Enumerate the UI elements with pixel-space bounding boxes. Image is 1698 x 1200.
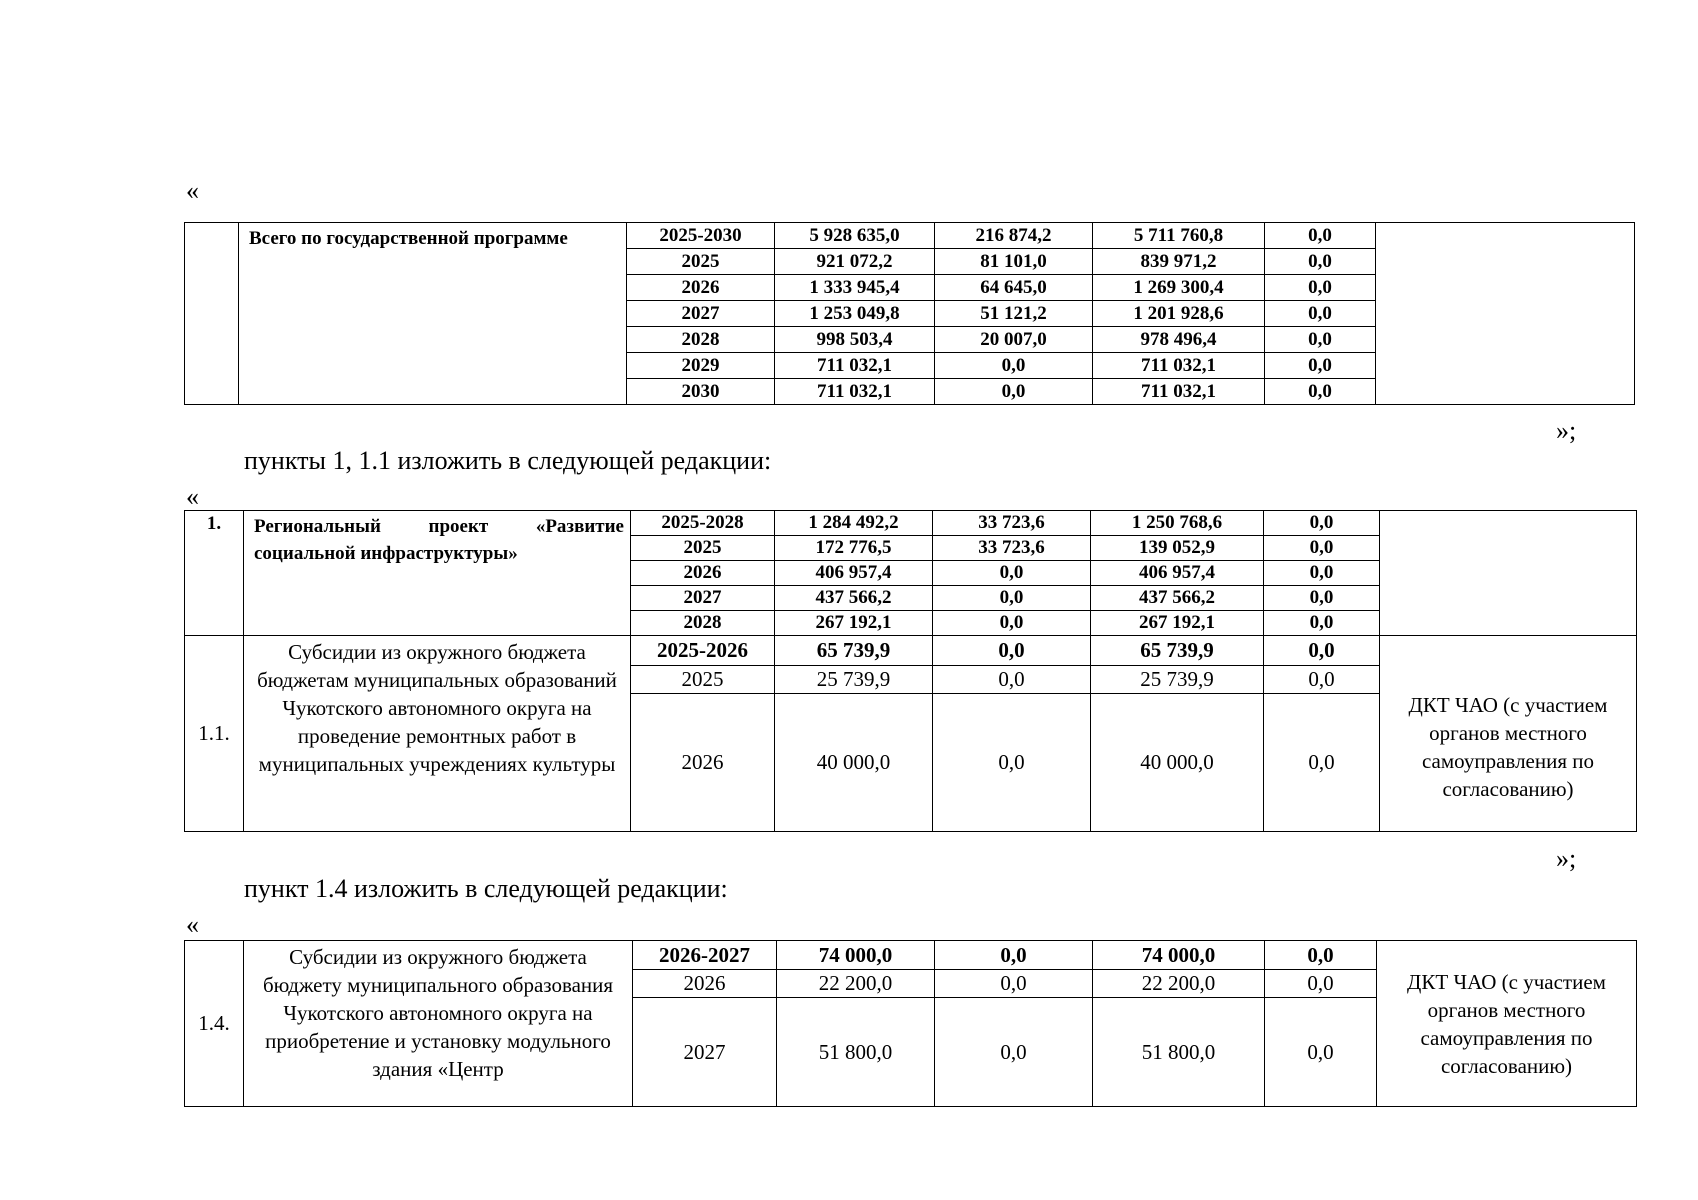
period-cell: 2029 xyxy=(627,353,775,379)
value-cell: 0,0 xyxy=(935,998,1093,1107)
value-cell: 998 503,4 xyxy=(775,327,935,353)
executor-cell: ДКТ ЧАО (с участием органов местного самоуправления по согласованию) xyxy=(1377,941,1637,1107)
value-cell: 0,0 xyxy=(1264,636,1380,666)
value-cell: 40 000,0 xyxy=(775,694,933,832)
open-quote: « xyxy=(186,482,199,511)
value-cell: 711 032,1 xyxy=(775,353,935,379)
period-cell: 2027 xyxy=(627,301,775,327)
value-cell: 33 723,6 xyxy=(933,536,1091,561)
value-cell: 33 723,6 xyxy=(933,511,1091,536)
value-cell: 51 800,0 xyxy=(777,998,935,1107)
period-cell: 2025 xyxy=(627,249,775,275)
value-cell: 711 032,1 xyxy=(1093,353,1265,379)
item-number-cell: 1.1. xyxy=(185,636,244,832)
value-cell: 0,0 xyxy=(1265,941,1377,970)
period-cell: 2026-2027 xyxy=(633,941,777,970)
value-cell: 0,0 xyxy=(935,970,1093,998)
value-cell: 0,0 xyxy=(1265,327,1376,353)
value-cell: 1 269 300,4 xyxy=(1093,275,1265,301)
value-cell: 839 971,2 xyxy=(1093,249,1265,275)
open-quote: « xyxy=(186,176,199,205)
table-row xyxy=(185,223,1635,249)
executor-cell xyxy=(1376,223,1635,405)
value-cell: 20 007,0 xyxy=(935,327,1093,353)
value-cell: 74 000,0 xyxy=(777,941,935,970)
table-row xyxy=(185,941,1637,970)
executor-cell xyxy=(1380,511,1637,636)
value-cell: 139 052,9 xyxy=(1091,536,1264,561)
value-cell: 65 739,9 xyxy=(775,636,933,666)
value-cell: 172 776,5 xyxy=(775,536,933,561)
value-cell: 1 201 928,6 xyxy=(1093,301,1265,327)
period-cell: 2028 xyxy=(627,327,775,353)
value-cell: 216 874,2 xyxy=(935,223,1093,249)
subsidy-name-cell: Субсидии из окружного бюджета бюджетам муниципальных образований Чукотского автономного округа на проведение ремонтных работ в муниципальных учреждениях культуры xyxy=(244,636,631,832)
value-cell: 406 957,4 xyxy=(775,561,933,586)
value-cell: 65 739,9 xyxy=(1091,636,1264,666)
value-cell: 0,0 xyxy=(933,561,1091,586)
project-name-cell: Региональный проект «Развитие социальной инфраструктуры» xyxy=(244,511,631,636)
period-cell: 2026 xyxy=(627,275,775,301)
executor-cell: ДКТ ЧАО (с участием органов местного самоуправления по согласованию) xyxy=(1380,636,1637,832)
value-cell: 0,0 xyxy=(1265,275,1376,301)
table-row xyxy=(185,511,1637,536)
value-cell: 40 000,0 xyxy=(1091,694,1264,832)
value-cell: 74 000,0 xyxy=(1093,941,1265,970)
value-cell: 81 101,0 xyxy=(935,249,1093,275)
value-cell: 5 711 760,8 xyxy=(1093,223,1265,249)
value-cell: 0,0 xyxy=(935,941,1093,970)
value-cell: 64 645,0 xyxy=(935,275,1093,301)
period-cell: 2025-2026 xyxy=(631,636,775,666)
value-cell: 0,0 xyxy=(1265,301,1376,327)
period-cell: 2025-2028 xyxy=(631,511,775,536)
value-cell: 406 957,4 xyxy=(1091,561,1264,586)
value-cell: 25 739,9 xyxy=(775,666,933,694)
value-cell: 0,0 xyxy=(1264,536,1380,561)
value-cell: 437 566,2 xyxy=(775,586,933,611)
value-cell: 0,0 xyxy=(1264,511,1380,536)
value-cell: 437 566,2 xyxy=(1091,586,1264,611)
period-cell: 2028 xyxy=(631,611,775,636)
value-cell: 921 072,2 xyxy=(775,249,935,275)
edit-instruction-paragraph: пункты 1, 1.1 изложить в следующей редакции: xyxy=(244,446,772,475)
item-number-cell: 1. xyxy=(185,511,244,636)
regional-project-table xyxy=(184,510,1637,832)
value-cell: 25 739,9 xyxy=(1091,666,1264,694)
value-cell: 0,0 xyxy=(1264,611,1380,636)
subsidy-table xyxy=(184,940,1637,1107)
program-total-table xyxy=(184,222,1635,405)
value-cell: 0,0 xyxy=(933,586,1091,611)
value-cell: 1 253 049,8 xyxy=(775,301,935,327)
value-cell: 711 032,1 xyxy=(775,379,935,405)
table-row xyxy=(185,636,1637,666)
close-quote: »; xyxy=(1556,844,1577,873)
value-cell: 0,0 xyxy=(1265,970,1377,998)
value-cell: 0,0 xyxy=(1264,561,1380,586)
value-cell: 0,0 xyxy=(1265,223,1376,249)
value-cell: 0,0 xyxy=(1265,353,1376,379)
row-number-cell xyxy=(185,223,239,405)
value-cell: 1 250 768,6 xyxy=(1091,511,1264,536)
value-cell: 0,0 xyxy=(933,636,1091,666)
period-cell: 2025 xyxy=(631,666,775,694)
value-cell: 0,0 xyxy=(935,353,1093,379)
period-cell: 2030 xyxy=(627,379,775,405)
program-name-cell: Всего по государственной программе xyxy=(239,223,627,405)
close-quote: »; xyxy=(1556,416,1577,445)
value-cell: 0,0 xyxy=(1265,998,1377,1107)
value-cell: 978 496,4 xyxy=(1093,327,1265,353)
subsidy-name-cell: Субсидии из окружного бюджета бюджету муниципального образования Чукотского автономного округа на приобретение и установку модульного здания «Центр xyxy=(244,941,633,1107)
period-cell: 2026 xyxy=(631,694,775,832)
edit-instruction-paragraph: пункт 1.4 изложить в следующей редакции: xyxy=(244,874,728,903)
value-cell: 711 032,1 xyxy=(1093,379,1265,405)
open-quote: « xyxy=(186,910,199,939)
value-cell: 0,0 xyxy=(1264,694,1380,832)
period-cell: 2027 xyxy=(633,998,777,1107)
value-cell: 51 121,2 xyxy=(935,301,1093,327)
value-cell: 267 192,1 xyxy=(775,611,933,636)
value-cell: 0,0 xyxy=(1264,666,1380,694)
item-number-cell: 1.4. xyxy=(185,941,244,1107)
value-cell: 0,0 xyxy=(935,379,1093,405)
value-cell: 0,0 xyxy=(933,694,1091,832)
value-cell: 22 200,0 xyxy=(1093,970,1265,998)
value-cell: 0,0 xyxy=(1265,249,1376,275)
value-cell: 1 333 945,4 xyxy=(775,275,935,301)
period-cell: 2025-2030 xyxy=(627,223,775,249)
value-cell: 0,0 xyxy=(933,666,1091,694)
value-cell: 267 192,1 xyxy=(1091,611,1264,636)
value-cell: 0,0 xyxy=(933,611,1091,636)
value-cell: 1 284 492,2 xyxy=(775,511,933,536)
value-cell: 0,0 xyxy=(1265,379,1376,405)
period-cell: 2025 xyxy=(631,536,775,561)
period-cell: 2027 xyxy=(631,586,775,611)
period-cell: 2026 xyxy=(631,561,775,586)
value-cell: 5 928 635,0 xyxy=(775,223,935,249)
value-cell: 0,0 xyxy=(1264,586,1380,611)
value-cell: 51 800,0 xyxy=(1093,998,1265,1107)
value-cell: 22 200,0 xyxy=(777,970,935,998)
period-cell: 2026 xyxy=(633,970,777,998)
